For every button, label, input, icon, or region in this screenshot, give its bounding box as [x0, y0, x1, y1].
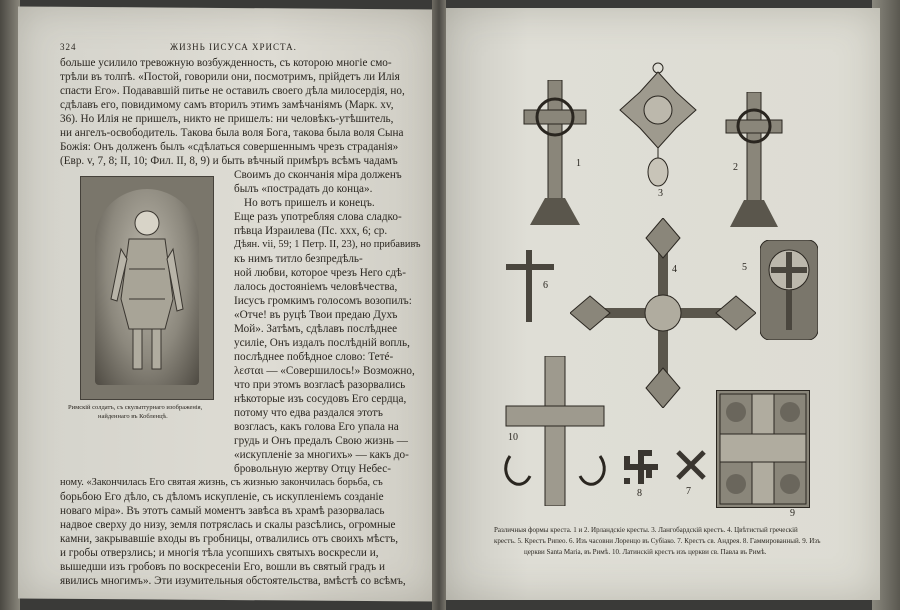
text-line: къ нимъ титло безпредѣль-: [234, 253, 363, 265]
text-line: больше усилило тревожную возбужденность, съ которою многіе смо-: [60, 57, 392, 69]
text-line: 36). Но Илія не пришелъ, никто не пришелъ: ни человѣкъ-утѣшитель,: [60, 113, 394, 125]
text-line: бровольную жертву Отцу Небес-: [234, 463, 391, 475]
text-line: камни, закрывавшіе входы въ гробницы, отвалились отъ своихъ мѣстъ,: [60, 533, 399, 545]
plate-caption-line: Различныя формы креста. 1 и 2. Ирландскіе кресты. 3. Лангобардскій крестъ. 4. Цвѣтистый греческій: [494, 526, 798, 534]
text-line: грудь и Онъ предалъ Свою жизнь —: [234, 435, 408, 447]
rupeo-cross-5-icon: [760, 240, 818, 340]
figure-number: 6: [543, 280, 548, 291]
text-line: что при этомъ возгласѣ разорвались: [234, 379, 406, 391]
text-line: лалось достояніемъ человѣчества,: [234, 281, 398, 293]
text-line: потому что едва раздался этотъ: [234, 407, 383, 419]
latin-cross-10-icon: [500, 356, 610, 506]
gammadion-cross-8-icon: [624, 450, 658, 484]
figure-number: 10: [508, 432, 518, 443]
text-line: Еще разъ употребляя слова сладко-: [234, 211, 402, 223]
text-line: возгласъ, какъ голова Его упала на: [234, 421, 399, 433]
text-line: ной любви, которое чрезъ Него сдѣ-: [234, 267, 406, 279]
text-line: послѣднее побѣдное слово: Тетé-: [234, 351, 394, 363]
figure-number: 1: [576, 158, 581, 169]
soldier-niche: [95, 189, 199, 385]
figure-number: 8: [637, 488, 642, 499]
book-cover-left-edge: [0, 0, 20, 610]
figure-number: 7: [686, 486, 691, 497]
running-head-title: ЖИЗНЬ ІИСУСА ХРИСТА.: [170, 42, 297, 52]
text-line: явились многимъ». Эти изумительныя обстоятельства, вмѣстѣ со всѣмъ,: [60, 575, 406, 587]
subiaco-cross-6-icon: [504, 250, 556, 322]
figure-caption-line: найденнаго въ Кобленцѣ.: [98, 413, 168, 420]
text-line: «искупленіе за многихъ» — какъ до-: [234, 449, 409, 461]
text-line: ни ангелъ-освободитель. Такова была воля Бога, такова была воля Сына: [60, 127, 404, 139]
figure-number: 2: [733, 162, 738, 173]
plate-caption-line: крестъ. 5. Крестъ Рипео. 6. Изъ часовни Лоренцо въ Субіако. 7. Крестъ св. Андрея. 8. Гаммированный. 9. Изъ: [494, 537, 821, 545]
figure-number: 4: [672, 264, 677, 275]
irish-cross-1-icon: [520, 80, 590, 225]
text-line: Мой». Затѣмъ, сдѣлавъ послѣднее: [234, 323, 398, 335]
text-line: Но вотъ пришелъ и конецъ.: [244, 197, 375, 209]
text-line: усиліе, Онъ издалъ послѣдній вопль,: [234, 337, 410, 349]
text-line: былъ «пострадать до конца».: [234, 183, 373, 195]
text-line: новаго міра». Въ этотъ самый моментъ завѣса въ храмѣ разорвалась: [60, 505, 385, 517]
figure-number: 3: [658, 188, 663, 199]
irish-cross-2-icon: [722, 92, 786, 227]
text-line: (Евр. v, 7, 8; II, 10; Фил. II, 8, 9) и быть вѣчный примѣръ всѣмъ чадамъ: [60, 155, 398, 167]
text-line: пѣвца Израилева (Пс. xxx, 6; ср.: [234, 225, 388, 237]
plate-caption-line: церкви Santa Maria, въ Римѣ. 10. Латинскій крестъ изъ церкви св. Павла въ Римѣ.: [524, 548, 767, 556]
book-gutter: [432, 0, 446, 610]
text-line: «Отче! въ руцѣ Твои предаю Духъ: [234, 309, 398, 321]
text-line: Дѣян. vii, 59; 1 Петр. II, 23), но прибавивъ: [234, 239, 421, 250]
page-number: 324: [60, 42, 77, 52]
roman-soldier-engraving: [80, 176, 214, 400]
text-line: Божія: Онъ долженъ былъ «сдѣлаться совершеннымъ чрезъ страданія»: [60, 141, 399, 153]
figure-number: 9: [790, 508, 795, 519]
text-line: надвое сверху до низу, земля потряслась и скалы разсѣлись, огромные: [60, 519, 396, 531]
text-line: Іисусъ громкимъ голосомъ возопилъ:: [234, 295, 412, 307]
text-line: нѣкоторые изъ сосудовъ Его сердца,: [234, 393, 407, 405]
saint-andrew-cross-7-icon: [676, 450, 706, 480]
text-line: и гробы отверзлись; и многія тѣла усопшихъ святыхъ воскресли и,: [60, 547, 379, 559]
text-line: λεσται — «Совершилось!» Возможно,: [234, 365, 415, 377]
text-line: спасти Его». Подававшій питье не оставилъ своего дѣла милосердія, но,: [60, 85, 405, 97]
text-line: вышедши изъ гробовъ по воскресеніи Его, вошли въ святый градъ и: [60, 561, 385, 573]
text-line: трѣли въ толпѣ. «Постой, говорили они, посмотримъ, прійдетъ ли Илія: [60, 71, 400, 83]
lombard-cross-3-icon: [616, 62, 700, 190]
figure-number: 5: [742, 262, 747, 273]
text-line: борьбою Его дѣло, съ дѣломъ искупленіе, съ искупленіемъ созданіе: [60, 491, 384, 503]
santa-maria-panel-9-icon: [716, 390, 810, 508]
text-line: сдѣлавъ его, повидимому самъ вторилъ этимъ замѣчаніямъ (Марк. xv,: [60, 99, 394, 111]
text-line: ному. «Закончилась Его святая жизнь, съ жизнью закончилась борьба, съ: [60, 477, 383, 488]
text-line: Своимъ до скончанія міра долженъ: [234, 169, 402, 181]
figure-caption-line: Римскій солдатъ, съ скульптурнаго изображенія,: [68, 404, 203, 411]
soldier-figure-icon: [95, 189, 199, 385]
